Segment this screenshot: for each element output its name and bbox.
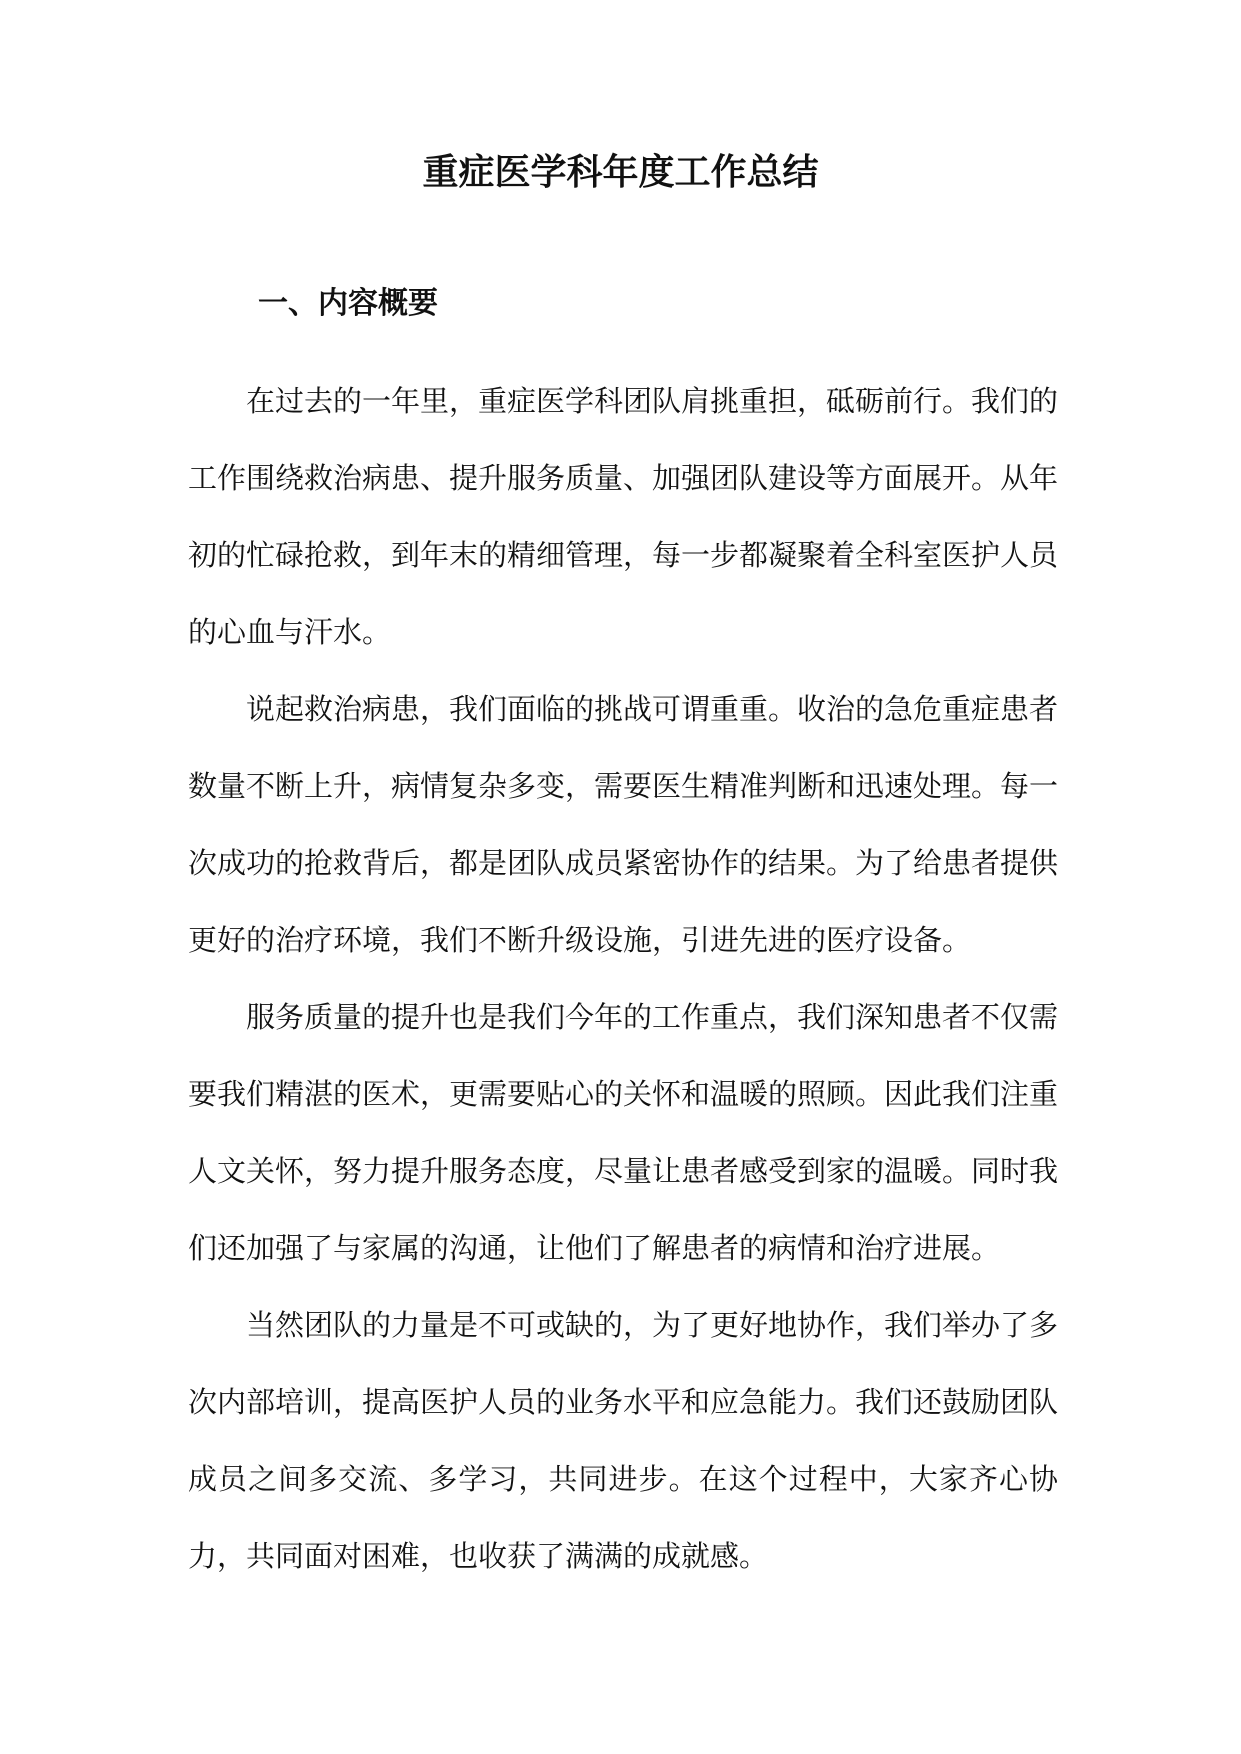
paragraph-1: 在过去的一年里，重症医学科团队肩挑重担，砥砺前行。我们的工作围绕救治病患、提升服务质量、加强团队建设等方面展开。从年初的忙碌抢救，到年末的精细管理，每一步都凝聚着全科室医护人员的心血与汗水。 [188,384,1059,649]
paragraph-2: 说起救治病患，我们面临的挑战可谓重重。收治的急危重症患者数量不断上升，病情复杂多变，需要医生精准判断和迅速处理。每一次成功的抢救背后，都是团队成员紧密协作的结果。为了给患者提供更好的治疗环境，我们不断升级设施，引进先进的医疗设备。 [188,692,1059,957]
document-body [188,363,1058,1595]
paragraph-4: 当然团队的力量是不可或缺的，为了更好地协作，我们举办了多次内部培训，提高医护人员的业务水平和应急能力。我们还鼓励团队成员之间多交流、多学习，共同进步。在这个过程中，大家齐心协力，共同面对困难，也收获了满满的成就感。 [188,1308,1059,1573]
document-title: 重症医学科年度工作总结 [422,151,819,193]
section-heading: 一、内容概要 [258,286,438,321]
paragraph-3: 服务质量的提升也是我们今年的工作重点，我们深知患者不仅需要我们精湛的医术，更需要贴心的关怀和温暖的照顾。因此我们注重人文关怀，努力提升服务态度，尽量让患者感受到家的温暖。同时我们还加强了与家属的沟通，让他们了解患者的病情和治疗进展。 [188,1000,1059,1265]
